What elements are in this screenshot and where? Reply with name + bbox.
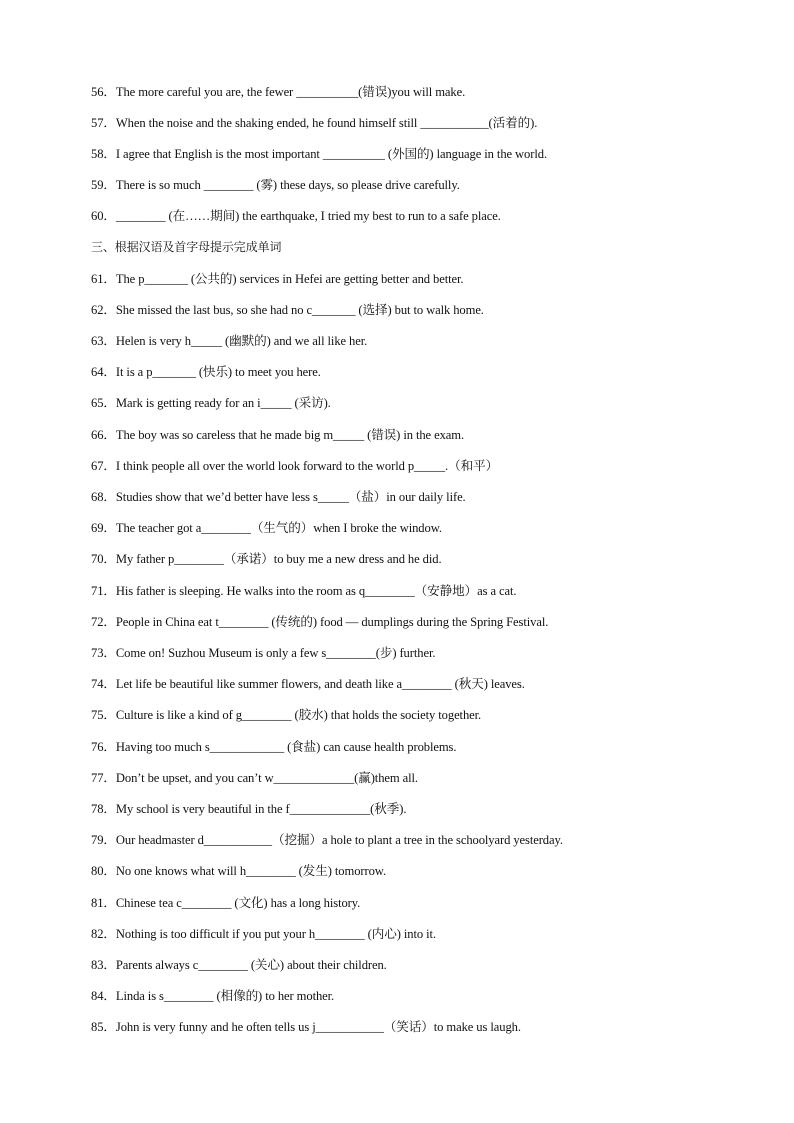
question-61: 61．The p_______ (公共的) services in Hefei are getting better and better. (91, 272, 464, 286)
section-heading: 三、根据汉语及首字母提示完成单词 (91, 240, 282, 254)
question-72: 72．People in China eat t________ (传统的) food — dumplings during the Spring Festival. (91, 615, 549, 629)
question-66: 66．The boy was so careless that he made big m_____ (错误) in the exam. (91, 428, 465, 442)
question-82: 82．Nothing is too difficult if you put your h________ (内心) into it. (91, 927, 436, 941)
question-77: 77．Don’t be upset, and you can’t w_____________(赢)them all. (91, 771, 418, 785)
question-62: 62．She missed the last bus, so she had no c_______ (选择) but to walk home. (91, 303, 484, 317)
question-84: 84．Linda is s________ (相像的) to her mother. (91, 989, 335, 1003)
question-73: 73．Come on! Suzhou Museum is only a few s________(步) further. (91, 646, 436, 660)
question-69: 69．The teacher got a________（生气的）when I broke the window. (91, 521, 442, 535)
question-65: 65．Mark is getting ready for an i_____ (采访). (91, 396, 331, 410)
question-71: 71．His father is sleeping. He walks into the room as q________（安静地）as a cat. (91, 584, 517, 598)
question-85: 85．John is very funny and he often tells us j___________（笑话）to make us laugh. (91, 1020, 521, 1034)
question-83: 83．Parents always c________ (关心) about their children. (91, 958, 387, 972)
question-75: 75．Culture is like a kind of g________ (胶水) that holds the society together. (91, 708, 482, 722)
question-74: 74．Let life be beautiful like summer flowers, and death like a________ (秋天) leaves. (91, 677, 525, 691)
question-68: 68．Studies show that we’d better have less s_____（盐）in our daily life. (91, 490, 466, 504)
question-59: 59．There is so much ________ (雾) these days, so please drive carefully. (91, 178, 460, 192)
question-56: 56．The more careful you are, the fewer __________(错误)you will make. (91, 85, 466, 99)
question-79: 79．Our headmaster d___________（挖掘）a hole to plant a tree in the schoolyard yesterday. (91, 833, 563, 847)
question-80: 80．No one knows what will h________ (发生) tomorrow. (91, 864, 387, 878)
question-63: 63．Helen is very h_____ (幽默的) and we all like her. (91, 334, 368, 348)
question-78: 78．My school is very beautiful in the f_____________(秋季). (91, 802, 407, 816)
question-64: 64．It is a p_______ (快乐) to meet you here. (91, 365, 321, 379)
question-60: 60．________ (在……期间) the earthquake, I tried my best to run to a safe place. (91, 209, 501, 223)
question-70: 70．My father p________（承诺）to buy me a new dress and he did. (91, 552, 442, 566)
question-67: 67．I think people all over the world look forward to the world p_____.（和平） (91, 459, 499, 473)
question-57: 57．When the noise and the shaking ended, he found himself still ___________(活着的). (91, 116, 538, 130)
question-81: 81．Chinese tea c________ (文化) has a long history. (91, 896, 361, 910)
question-58: 58．I agree that English is the most important __________ (外国的) language in the world. (91, 147, 547, 161)
question-76: 76．Having too much s____________ (食盐) can cause health problems. (91, 740, 457, 754)
